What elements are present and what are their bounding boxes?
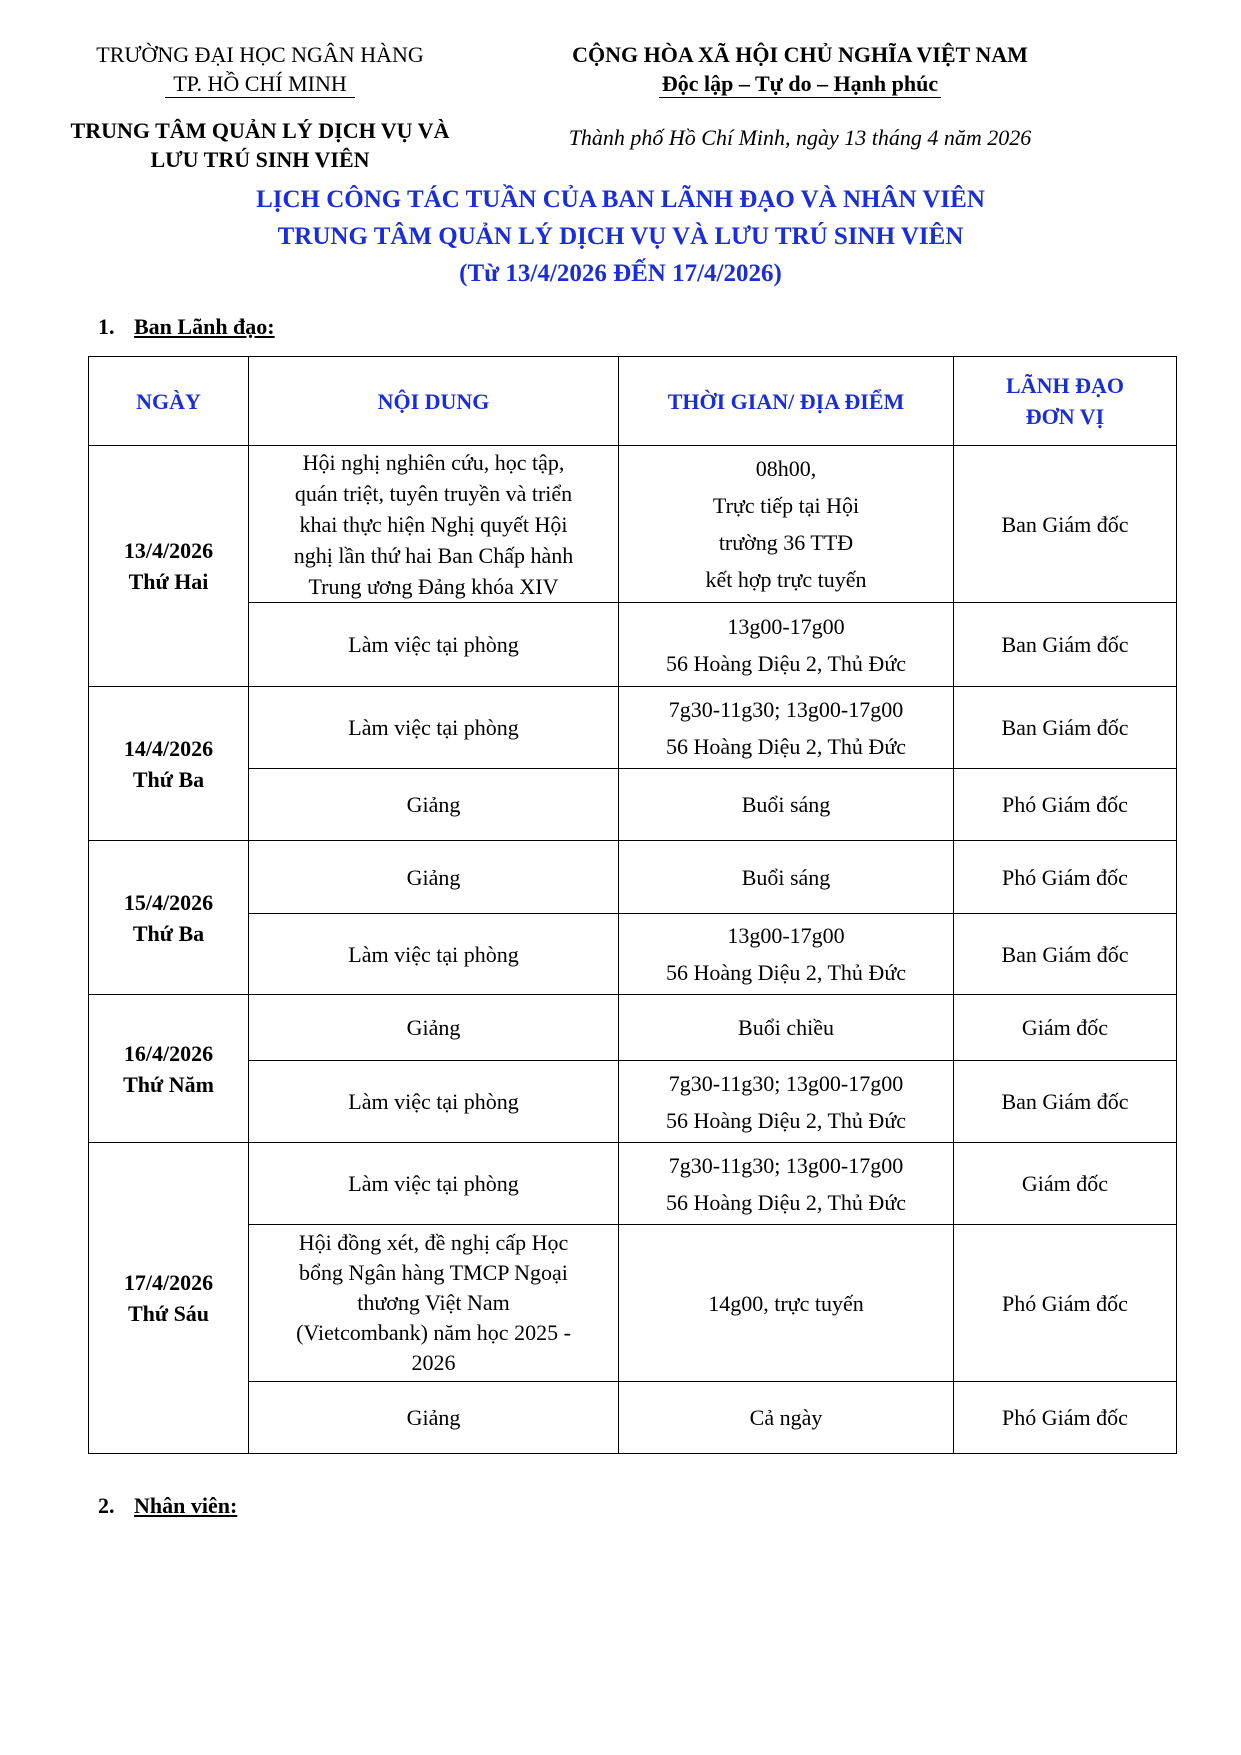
table-row	[89, 687, 1177, 769]
day-weekday: Thứ Ba	[132, 920, 205, 946]
content-cell: Giảng	[249, 841, 619, 914]
time-place-cell: 13g00-17g00 56 Hoàng Diệu 2, Thủ Đức	[619, 603, 954, 687]
section-staff	[98, 1493, 237, 1519]
day-cell	[89, 446, 249, 687]
col-header-time-place: THỜI GIAN/ ĐỊA ĐIỂM	[619, 357, 954, 446]
time-place-cell: Cả ngày	[619, 1382, 954, 1454]
day-cell	[89, 841, 249, 995]
country-name: CỘNG HÒA XÃ HỘI CHỦ NGHĨA VIỆT NAM	[572, 42, 1028, 67]
col-header-date: NGÀY	[89, 357, 249, 446]
time-place-cell: 7g30-11g30; 13g00-17g00 56 Hoàng Diệu 2, Thủ Đức	[619, 1061, 954, 1143]
col-header-content: NỘI DUNG	[249, 357, 619, 446]
content-cell: Giảng	[249, 995, 619, 1061]
day-weekday: Thứ Năm	[123, 1071, 214, 1097]
table-row	[89, 1225, 1177, 1382]
content-cell: Làm việc tại phòng	[249, 914, 619, 995]
motto: Độc lập – Tự do – Hạnh phúc	[659, 70, 941, 98]
leader-cell: Ban Giám đốc	[954, 1061, 1177, 1143]
day-date: 17/4/2026	[123, 1270, 214, 1295]
leader-cell: Ban Giám đốc	[954, 603, 1177, 687]
title-line1: LỊCH CÔNG TÁC TUẦN CỦA BAN LÃNH ĐẠO VÀ NHÂN VIÊN	[256, 186, 985, 213]
table-row	[89, 1143, 1177, 1225]
day-weekday: Thứ Ba	[132, 766, 205, 792]
leader-cell: Phó Giám đốc	[954, 769, 1177, 841]
time-place-cell: 08h00, Trực tiếp tại Hội trường 36 TTĐ kết hợp trực tuyến	[619, 446, 954, 603]
time-place-cell: Buổi sáng	[619, 841, 954, 914]
table-row	[89, 914, 1177, 995]
table-row	[89, 1061, 1177, 1143]
unit-name-line1: TRUNG TÂM QUẢN LÝ DỊCH VỤ VÀ	[70, 118, 450, 143]
content-cell: Hội nghị nghiên cứu, học tập, quán triệt, tuyên truyền và triển khai thực hiện Nghị quyết Hội nghị lần thứ hai Ban Chấp hành Trung ương Đảng khóa XIV	[249, 446, 619, 603]
leader-cell: Giám đốc	[954, 995, 1177, 1061]
leader-cell: Phó Giám đốc	[954, 1382, 1177, 1454]
issuer-block	[45, 40, 475, 174]
day-weekday: Thứ Sáu	[127, 1301, 210, 1326]
table-row	[89, 995, 1177, 1061]
day-cell	[89, 687, 249, 841]
content-cell: Giảng	[249, 769, 619, 841]
table-row	[89, 1382, 1177, 1454]
time-place-cell: Buổi sáng	[619, 769, 954, 841]
content-cell: Hội đồng xét, đề nghị cấp Học bổng Ngân hàng TMCP Ngoại thương Việt Nam (Vietcombank) năm học 2025 - 2026	[249, 1225, 619, 1382]
content-cell: Làm việc tại phòng	[249, 603, 619, 687]
day-date: 15/4/2026	[123, 889, 214, 915]
section-number: 1.	[98, 314, 115, 339]
table-header-row	[89, 357, 1177, 446]
table-row	[89, 769, 1177, 841]
leader-cell: Phó Giám đốc	[954, 1225, 1177, 1382]
national-motto-block	[520, 40, 1080, 98]
leader-cell: Ban Giám đốc	[954, 687, 1177, 769]
table-row	[89, 841, 1177, 914]
university-name: TRƯỜNG ĐẠI HỌC NGÂN HÀNG	[96, 42, 424, 67]
time-place-cell: 7g30-11g30; 13g00-17g00 56 Hoàng Diệu 2, Thủ Đức	[619, 687, 954, 769]
content-cell: Giảng	[249, 1382, 619, 1454]
section-number: 2.	[98, 1493, 115, 1518]
leadership-schedule-table	[88, 356, 1177, 1454]
content-cell: Làm việc tại phòng	[249, 687, 619, 769]
table-row	[89, 446, 1177, 603]
section-label: Nhân viên:	[134, 1493, 238, 1518]
leader-cell: Ban Giám đốc	[954, 914, 1177, 995]
table-row	[89, 603, 1177, 687]
university-city: TP. HỒ CHÍ MINH	[165, 71, 355, 98]
col-header-leader: LÃNH ĐẠO ĐƠN VỊ	[954, 357, 1177, 446]
day-date: 14/4/2026	[123, 735, 214, 761]
unit-name-line2: LƯU TRÚ SINH VIÊN	[150, 147, 370, 172]
day-date: 13/4/2026	[123, 538, 214, 563]
leader-cell: Phó Giám đốc	[954, 841, 1177, 914]
time-place-cell: 7g30-11g30; 13g00-17g00 56 Hoàng Diệu 2, Thủ Đức	[619, 1143, 954, 1225]
issue-date: Thành phố Hồ Chí Minh, ngày 13 tháng 4 năm 2026	[568, 125, 1032, 150]
title-date-range: (Từ 13/4/2026 ĐẾN 17/4/2026)	[459, 260, 782, 287]
time-place-cell: 13g00-17g00 56 Hoàng Diệu 2, Thủ Đức	[619, 914, 954, 995]
content-cell: Làm việc tại phòng	[249, 1061, 619, 1143]
leader-cell: Ban Giám đốc	[954, 446, 1177, 603]
day-cell	[89, 995, 249, 1143]
section-leadership	[98, 314, 275, 340]
day-cell	[89, 1143, 249, 1454]
day-date: 16/4/2026	[123, 1040, 214, 1066]
time-place-cell: Buổi chiều	[619, 995, 954, 1061]
leader-cell: Giám đốc	[954, 1143, 1177, 1225]
title-line2: TRUNG TÂM QUẢN LÝ DỊCH VỤ VÀ LƯU TRÚ SINH VIÊN	[277, 223, 964, 250]
document-title	[0, 181, 1241, 292]
day-weekday: Thứ Hai	[128, 569, 209, 594]
section-label: Ban Lãnh đạo:	[134, 314, 275, 339]
content-cell: Làm việc tại phòng	[249, 1143, 619, 1225]
time-place-cell: 14g00, trực tuyến	[619, 1225, 954, 1382]
